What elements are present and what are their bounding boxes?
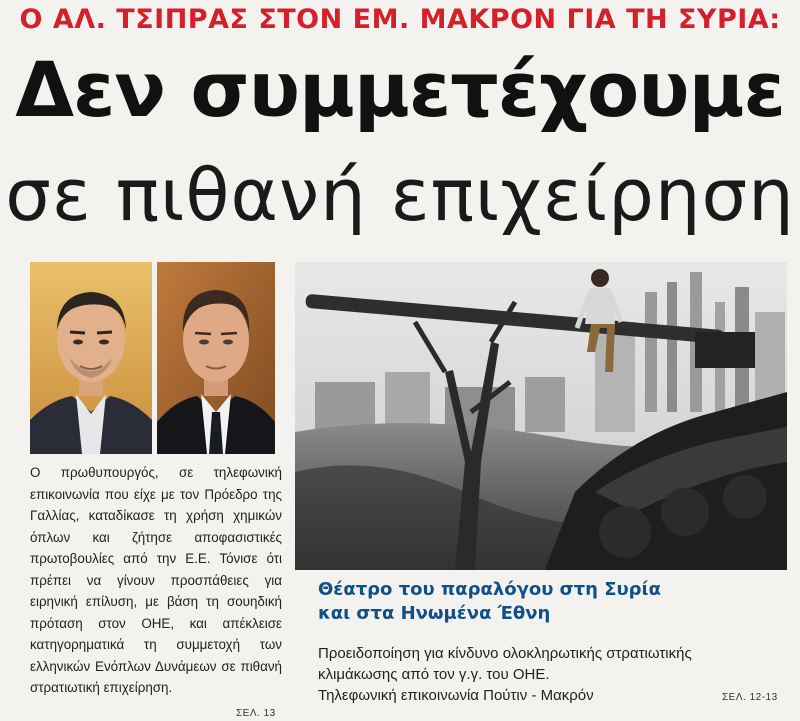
right-story-subtitle	[318, 643, 778, 706]
right-story-sub-line-3: Τηλεφωνική επικοινωνία Πούτιν - Μακρόν	[318, 687, 594, 704]
right-story-sub-line-1: Προειδοποίηση για κίνδυνο ολοκληρωτικής στρατιωτικής	[318, 645, 692, 662]
left-article-body: Ο πρωθυπουργός, σε τηλεφωνική επικοινωνία που είχε με τον Πρόεδρο της Γαλλίας, καταδίκασε τη χρήση χημικών όπλων και ζήτησε αποφασιστικές πρωτοβουλίες από την Ε.Ε. Τόνισε ότι πρέπει να γίνουν προσπάθειες για ειρηνική επίλυση, με βάση τη σουηδική πρόταση στον ΟΗΕ, και απέκλεισε κατηγορηματικά τη συμμετοχή των ελληνικών Ενόπλων Δυνάμεων σε πιθανή στρατιωτική επιχείρηση.	[30, 465, 282, 695]
right-story-title	[318, 578, 788, 626]
left-page-ref: ΣΕΛ. 13	[236, 708, 276, 719]
right-story-title-line-1: Θέατρο του παραλόγου στη Συρία	[318, 579, 661, 600]
syria-war-photo	[295, 262, 787, 570]
portrait-photo-macron	[157, 262, 275, 454]
right-page-ref: ΣΕΛ. 12-13	[722, 692, 778, 703]
portrait-photo-tsipras	[30, 262, 152, 454]
right-story-sub-line-2: κλιμάκωσης από τον γ.γ. του ΟΗΕ.	[318, 666, 550, 683]
right-story-title-line-2: και στα Ηνωμένα Έθνη	[318, 603, 551, 624]
kicker-headline: Ο ΑΛ. ΤΣΙΠΡΑΣ ΣΤΟΝ ΕΜ. ΜΑΚΡΟΝ ΓΙΑ ΤΗ ΣΥΡΙΑ:	[19, 4, 781, 35]
sub-headline: σε πιθανή επιχείρηση	[5, 153, 795, 237]
main-headline: Δεν συμμετέχουμε	[15, 45, 785, 134]
